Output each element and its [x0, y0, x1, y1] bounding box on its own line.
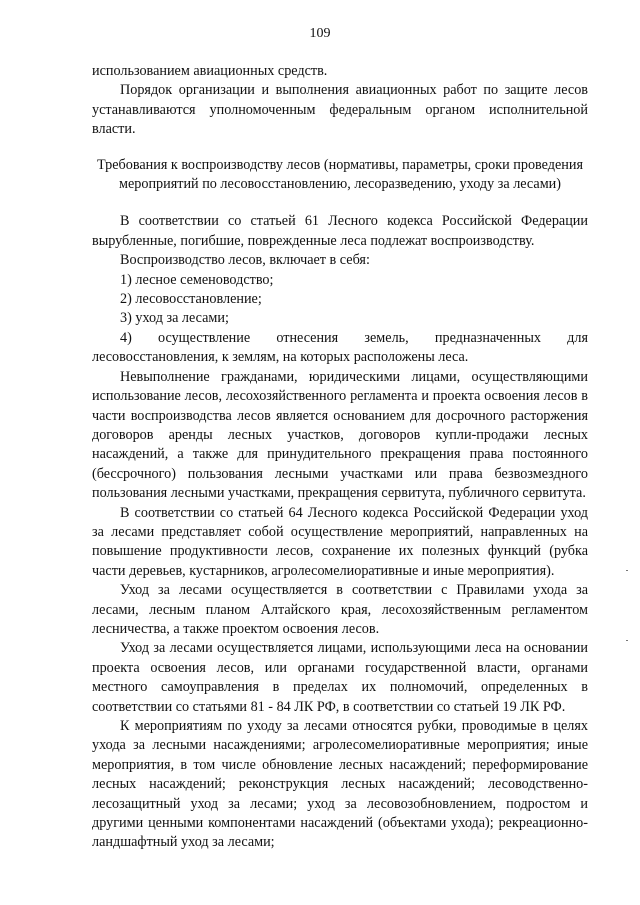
paragraph-care-activities: К мероприятиям по уходу за лесами относятся рубки, проводимые в целях ухода за лесными насаждениями; агролесомелиоративные мероприятия; иные мероприятия, в том числе обновление лесных насаждений; переформирование лесных насаждений; реконструкция лесных насаждений; лесоводственно-лесозащитный уход за лесами; уход за лесовозобновлением, подростом и другими ценными компонентами насаждений (объектами ухода); рекреационно-ландшафтный уход за лесами; [92, 718, 588, 851]
page-number: 109 [309, 26, 331, 41]
scan-mark [626, 570, 628, 571]
paragraph-aviation-works: Порядок организации и выполнения авиационных работ по защите лесов устанавливаются уполномоченным федеральным органом исполнительной власти. [92, 82, 588, 138]
list-item-seed-production: 1) лесное семеноводство; [120, 271, 274, 288]
list-item-forest-care: 3) уход за лесами; [120, 310, 229, 327]
paragraph-article-64: В соответствии со статьей 64 Лесного кодекса Российской Федерации уход за лесами представляет собой осуществление мероприятий, направленных на повышение продуктивности лесов, сохранение их полезных функций (рубка части деревьев, кустарников, агролесомелиоративные и иные мероприятия). [92, 504, 588, 579]
paragraph-reproduction-intro: Воспроизводство лесов, включает в себя: [120, 252, 370, 269]
scan-mark [626, 640, 628, 641]
paragraph-non-compliance: Невыполнение гражданами, юридическими лицами, осуществляющими использование лесов, лесохозяйственного регламента и проекта освоения лесов в части воспроизводства лесов является основанием для досрочного расторжения договоров аренды лесных участков, договоров купли-продажи лесных насаждений, а также для принудительного прекращения права постоянного (бессрочного) пользования лесными участками или права безвозмездного пользования лесными участками, прекращения сервитута, публичного сервитута. [92, 368, 588, 502]
document-body [92, 62, 588, 853]
paragraph-care-performers: Уход за лесами осуществляется лицами, использующими леса на основании проекта освоения лесов, или органами государственной власти, органами местного самоуправления в пределах их полномочий, определенных в соответствии со статьями 81 - 84 ЛК РФ, в соответствии со статьей 19 ЛК РФ. [92, 640, 588, 715]
paragraph-continuation: использованием авиационных средств. [92, 63, 328, 79]
section-heading: Требования к воспроизводству лесов (нормативы, параметры, сроки проведения мероприятий по лесовосстановлению, лесоразведению, уходу за лесами) [97, 156, 583, 193]
list-item-reforestation: 2) лесовосстановление; [120, 291, 262, 308]
list-item-land-assignment: 4) осуществление отнесения земель, предназначенных для лесовосстановления, к землям, на которых расположены леса. [92, 329, 588, 366]
paragraph-article-61: В соответствии со статьей 61 Лесного кодекса Российской Федерации вырубленные, погибшие, поврежденные леса подлежат воспроизводству. [92, 213, 588, 249]
paragraph-care-rules: Уход за лесами осуществляется в соответствии с Правилами ухода за лесами, лесным планом Алтайского края, лесохозяйственным регламентом лесничества, а также проектом освоения лесов. [92, 582, 588, 637]
